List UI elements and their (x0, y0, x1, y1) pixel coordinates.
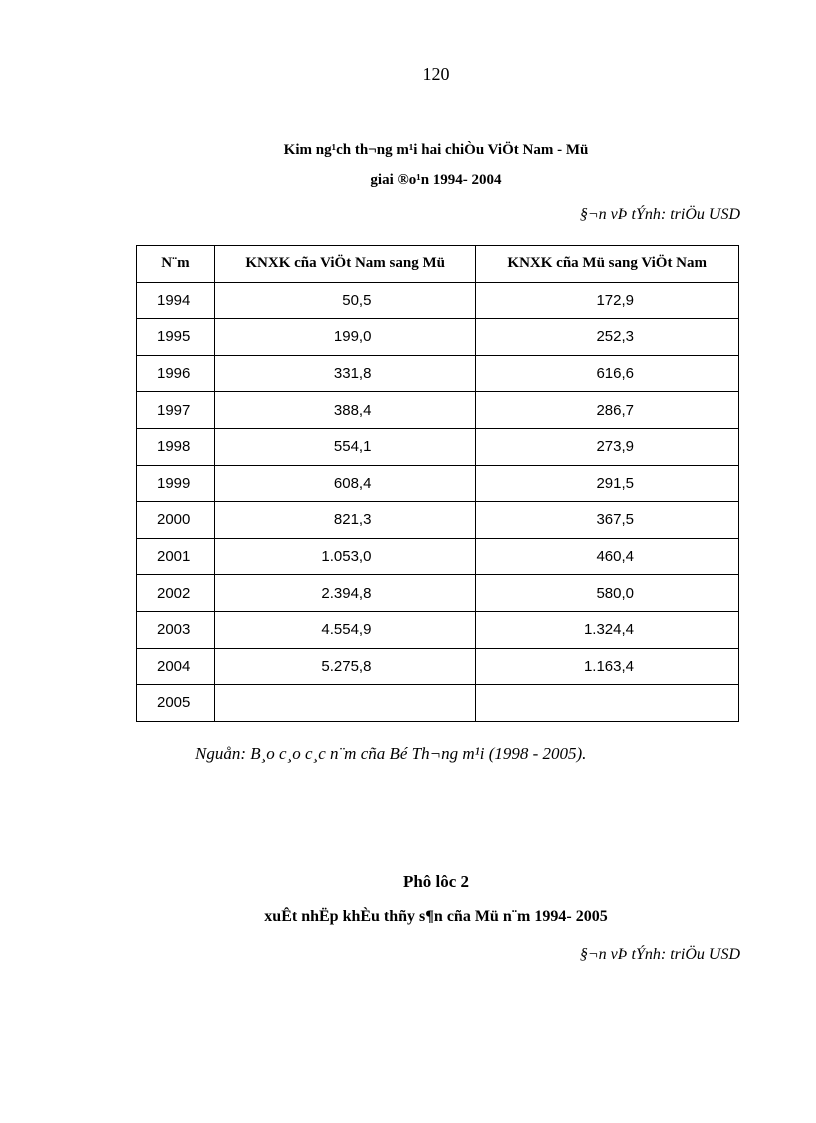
cell-vn-to-us: 2.394,8 (214, 575, 476, 612)
table-title-period: giai ®o¹n 1994- 2004 (370, 172, 502, 188)
table-row (137, 428, 739, 465)
table-row (137, 611, 739, 648)
cell-year: 2000 (137, 502, 215, 539)
cell-year: 2001 (137, 538, 215, 575)
cell-vn-to-us: 821,3 (214, 502, 476, 539)
cell-year: 2004 (137, 648, 215, 685)
trade-table (136, 245, 739, 722)
cell-vn-to-us: 50,5 (214, 282, 476, 319)
table-row (137, 319, 739, 356)
appendix-unit-label: §¬n vÞ tÝnh: triÖu USD (579, 946, 740, 963)
unit-label: §¬n vÞ tÝnh: triÖu USD (579, 206, 740, 223)
cell-us-to-vn: 580,0 (476, 575, 739, 612)
cell-year: 1999 (137, 465, 215, 502)
cell-vn-to-us: 1.053,0 (214, 538, 476, 575)
cell-us-to-vn: 367,5 (476, 502, 739, 539)
header-year: N¨m (137, 246, 215, 283)
cell-us-to-vn: 273,9 (476, 428, 739, 465)
table-body (137, 282, 739, 721)
table-row (137, 648, 739, 685)
table-header-row (137, 246, 739, 283)
cell-vn-to-us: 608,4 (214, 465, 476, 502)
cell-us-to-vn: 1.163,4 (476, 648, 739, 685)
cell-us-to-vn: 172,9 (476, 282, 739, 319)
table-row (137, 575, 739, 612)
source-note: Nguån: B¸o c¸o c¸c n¨m cña Bé Th¬ng m¹i (1998 - 2005). (195, 744, 587, 763)
cell-us-to-vn: 252,3 (476, 319, 739, 356)
table-title: Kim ng¹ch th¬ng m¹i hai chiÒu ViÖt Nam - Mü (283, 142, 589, 158)
cell-year: 1996 (137, 355, 215, 392)
cell-vn-to-us: 199,0 (214, 319, 476, 356)
cell-us-to-vn: 286,7 (476, 392, 739, 429)
cell-us-to-vn (476, 685, 739, 722)
cell-us-to-vn: 460,4 (476, 538, 739, 575)
cell-year: 1997 (137, 392, 215, 429)
cell-year: 1994 (137, 282, 215, 319)
cell-year: 1995 (137, 319, 215, 356)
table-row (137, 502, 739, 539)
table-row (137, 465, 739, 502)
cell-vn-to-us: 4.554,9 (214, 611, 476, 648)
appendix-title: Phô lôc 2 (402, 872, 470, 891)
cell-year: 2002 (137, 575, 215, 612)
cell-year: 2003 (137, 611, 215, 648)
cell-vn-to-us: 5.275,8 (214, 648, 476, 685)
table-row (137, 538, 739, 575)
cell-us-to-vn: 1.324,4 (476, 611, 739, 648)
cell-us-to-vn: 616,6 (476, 355, 739, 392)
table-row (137, 282, 739, 319)
cell-vn-to-us: 388,4 (214, 392, 476, 429)
header-vn-to-us: KNXK cña ViÖt Nam sang Mü (214, 246, 476, 283)
cell-year: 1998 (137, 428, 215, 465)
cell-vn-to-us (214, 685, 476, 722)
table-row (137, 685, 739, 722)
cell-vn-to-us: 331,8 (214, 355, 476, 392)
cell-year: 2005 (137, 685, 215, 722)
appendix-subtitle: xuÊt nhËp khÈu thñy s¶n cña Mü n¨m 1994- 2005 (264, 908, 608, 925)
header-us-to-vn: KNXK cña Mü sang ViÖt Nam (476, 246, 739, 283)
table-row (137, 355, 739, 392)
page-number: 120 (422, 64, 450, 84)
cell-us-to-vn: 291,5 (476, 465, 739, 502)
table-row (137, 392, 739, 429)
cell-vn-to-us: 554,1 (214, 428, 476, 465)
